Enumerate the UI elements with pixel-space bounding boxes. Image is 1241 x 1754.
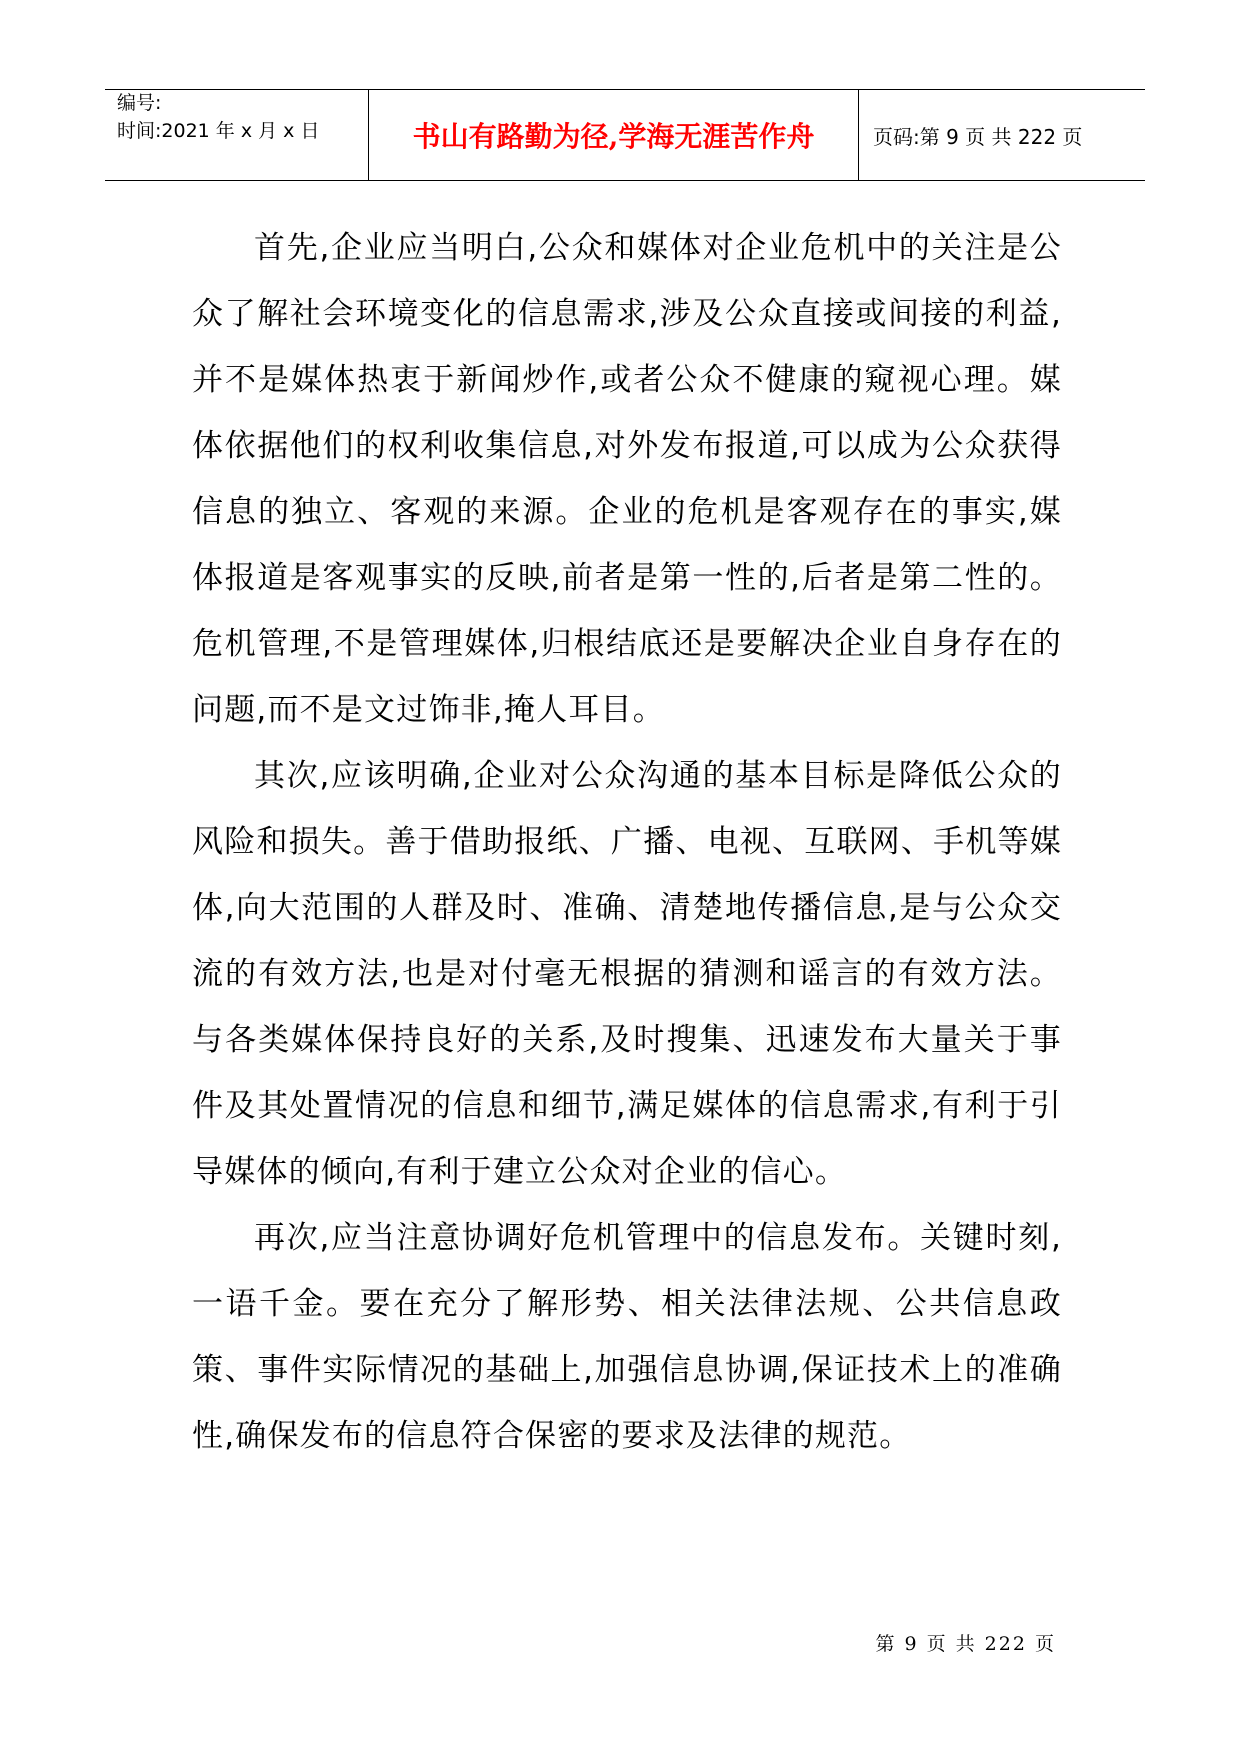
- header-motto: 书山有路勤为径,学海无涯苦作舟: [412, 120, 815, 153]
- header-page-code: 页码:第 9 页 共 222 页: [873, 125, 1083, 149]
- paragraph: 其次,应该明确,企业对公众沟通的基本目标是降低公众的风险和损失。善于借助报纸、广播、电视、互联网、手机等媒体,向大范围的人群及时、准确、清楚地传播信息,是与公众交流的有效方法,也是对付毫无根据的猜测和谣言的有效方法。与各类媒体保持良好的关系,及时搜集、迅速发布大量关于事件及其处置情况的信息和细节,满足媒体的信息需求,有利于引导媒体的倾向,有利于建立公众对企业的信心。: [192, 758, 1062, 1190]
- document-body: [192, 215, 1062, 1469]
- document-header: [105, 89, 1145, 181]
- header-page-cell: [859, 90, 1145, 180]
- header-meta-cell: [105, 90, 369, 180]
- page-footer: 第 9 页 共 222 页: [875, 1633, 1056, 1655]
- paragraph: 首先,企业应当明白,公众和媒体对企业危机中的关注是公众了解社会环境变化的信息需求,涉及公众直接或间接的利益,并不是媒体热衷于新闻炒作,或者公众不健康的窥视心理。媒体依据他们的权利收集信息,对外发布报道,可以成为公众获得信息的独立、客观的来源。企业的危机是客观存在的事实,媒体报道是客观事实的反映,前者是第一性的,后者是第二性的。危机管理,不是管理媒体,归根结底还是要解决企业自身存在的问题,而不是文过饰非,掩人耳目。: [192, 230, 1062, 728]
- paragraph: 再次,应当注意协调好危机管理中的信息发布。关键时刻,一语千金。要在充分了解形势、相关法律法规、公共信息政策、事件实际情况的基础上,加强信息协调,保证技术上的准确性,确保发布的信息符合保密的要求及法律的规范。: [192, 1220, 1062, 1454]
- document-time-label: 时间:2021 年 x 月 x 日: [117, 120, 320, 142]
- document-number-label: 编号:: [117, 92, 162, 114]
- header-motto-cell: [369, 90, 859, 180]
